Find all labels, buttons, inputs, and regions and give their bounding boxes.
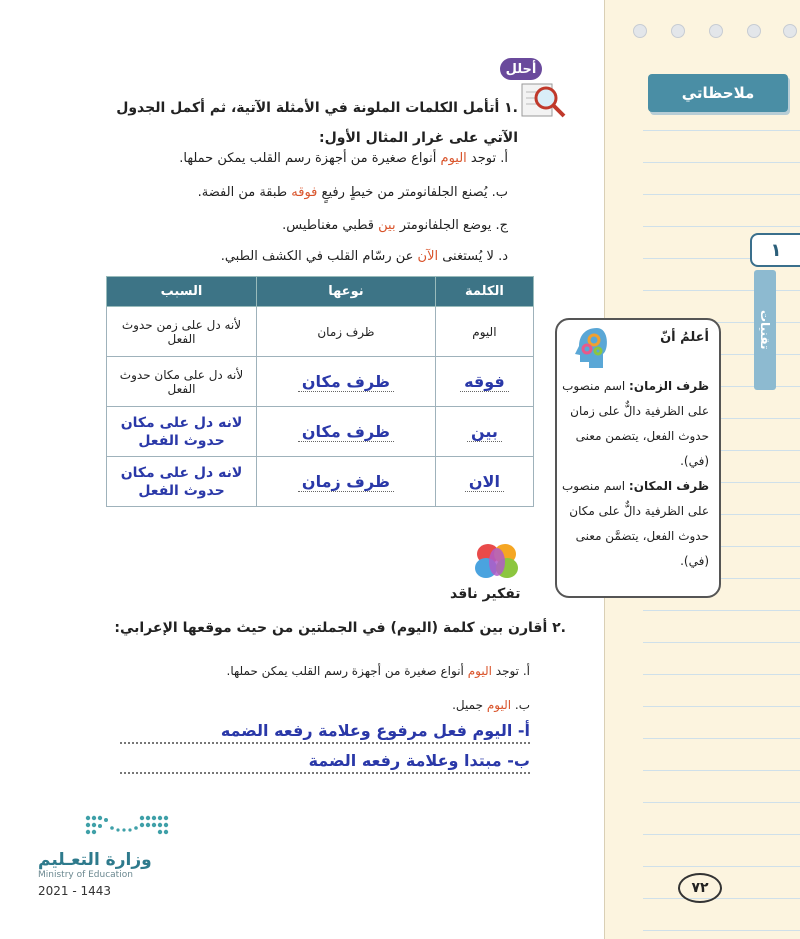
analyze-badge: أحلل bbox=[500, 58, 542, 80]
table-row bbox=[107, 407, 534, 457]
ruled-line bbox=[643, 642, 800, 643]
table-cell: لأنه دل على مكان حدوث الفعل bbox=[107, 357, 257, 407]
page-number: ٧٢ bbox=[678, 873, 722, 903]
info-card-title: أعلمُ أنّ bbox=[660, 330, 709, 345]
ruled-line bbox=[643, 194, 800, 195]
ruled-line bbox=[643, 866, 800, 867]
head-gears-icon bbox=[567, 324, 611, 370]
example-sentence-c: ج. يوضع الجلفانومتر بين قطبي مغناطيس. bbox=[282, 218, 508, 233]
ruled-line bbox=[643, 802, 800, 803]
ruled-line bbox=[643, 706, 800, 707]
ring-icon bbox=[783, 24, 797, 38]
edition-year: 2021 - 1443 bbox=[38, 884, 112, 898]
answer-line-a: أ- اليوم فعل مرفوع وعلامة رفعه الضمه bbox=[120, 720, 530, 744]
word-table bbox=[106, 276, 534, 507]
info-card bbox=[555, 318, 721, 598]
ministry-name-ar: وزارة التعـليم bbox=[38, 850, 152, 870]
ruled-line bbox=[643, 290, 800, 291]
time-term: ظرف الزمان: bbox=[629, 379, 709, 393]
ruled-line bbox=[643, 834, 800, 835]
question-2: .٢ أقارن بين كلمة (اليوم) في الجملتين من حيث موقعها الإعرابي: bbox=[114, 620, 566, 636]
ruled-line bbox=[643, 130, 800, 131]
question-1-text: أتأمل الكلمات الملونة في الأمثلة الآتية، ثم أكمل الجدول الآتي على غرار المثال الأول: bbox=[116, 100, 518, 146]
notes-tab: ملاحظاتي bbox=[648, 74, 788, 112]
question-1: .١ أتأمل الكلمات الملونة في الأمثلة الآتية، ثم أكمل الجدول الآتي على غرار المثال الأول: bbox=[116, 100, 518, 146]
ruled-line bbox=[643, 674, 800, 675]
example-sentence-b: ب. يُصنع الجلفانومتر من خيطٍ رفيعٍ فوقه طبقة من الفضة. bbox=[197, 185, 508, 200]
handwritten-answer: ظرف مكان bbox=[298, 372, 394, 392]
handwritten-answer: الان bbox=[465, 472, 504, 492]
ministry-logo-icon bbox=[82, 808, 178, 846]
time-definition: اسم منصوب على الظرفية دالٌّ على زمان حدوث الفعل، يتضمن معنى (في). bbox=[562, 379, 709, 468]
handwritten-answer: بين bbox=[467, 422, 502, 442]
unit-side-label: تقنيات bbox=[754, 270, 776, 390]
place-definition: اسم منصوب على الظرفية دالٌّ على مكان حدوث الفعل، يتضمَّن معنى (في). bbox=[561, 479, 709, 568]
ruled-line bbox=[643, 898, 800, 899]
table-row bbox=[107, 357, 534, 407]
table-header: نوعها bbox=[257, 277, 436, 307]
handwritten-answer: لانه دل على مكان حدوث الفعل bbox=[120, 414, 243, 449]
handwritten-answer: فوقه bbox=[460, 372, 509, 392]
table-header: السبب bbox=[107, 277, 257, 307]
ruled-line bbox=[643, 738, 800, 739]
place-term: ظرف المكان: bbox=[628, 479, 709, 493]
ruled-line bbox=[643, 930, 800, 931]
ring-icon bbox=[671, 24, 685, 38]
magnifier-icon bbox=[520, 80, 568, 120]
ministry-name-en: Ministry of Education bbox=[38, 870, 133, 880]
brain-icon bbox=[474, 540, 520, 584]
compare-sentence-a: أ. توجد اليوم أنواع صغيرة من أجهزة رسم القلب يمكن حملها. bbox=[226, 664, 530, 678]
handwritten-answer: لانه دل على مكان حدوث الفعل bbox=[120, 464, 243, 499]
ruled-line bbox=[643, 226, 800, 227]
ring-icon bbox=[747, 24, 761, 38]
critical-thinking-label: تفكير ناقد bbox=[450, 586, 521, 602]
ruled-line bbox=[643, 770, 800, 771]
ring-icon bbox=[633, 24, 647, 38]
compare-sentence-b: ب. اليوم جميل. bbox=[452, 698, 530, 712]
ruled-line bbox=[643, 610, 800, 611]
table-header: الكلمة bbox=[435, 277, 533, 307]
ring-icon bbox=[709, 24, 723, 38]
unit-number: ١ bbox=[750, 233, 800, 267]
table-row bbox=[107, 307, 534, 357]
ruled-line bbox=[643, 162, 800, 163]
table-cell: اليوم bbox=[435, 307, 533, 357]
example-sentence-a: أ. توجد اليوم أنواع صغيرة من أجهزة رسم القلب يمكن حملها. bbox=[179, 151, 508, 166]
table-cell: لأنه دل على زمن حدوث الفعل bbox=[107, 307, 257, 357]
example-sentence-d: د. لا يُستغنى الآن عن رسّام القلب في الكشف الطبي. bbox=[220, 249, 508, 264]
table-row bbox=[107, 457, 534, 507]
handwritten-answer: ظرف مكان bbox=[298, 422, 394, 442]
answer-line-b: ب- مبتدا وعلامة رفعه الضمة bbox=[120, 750, 530, 774]
table-cell: ظرف زمان bbox=[257, 307, 436, 357]
handwritten-answer: ظرف زمان bbox=[298, 472, 394, 492]
